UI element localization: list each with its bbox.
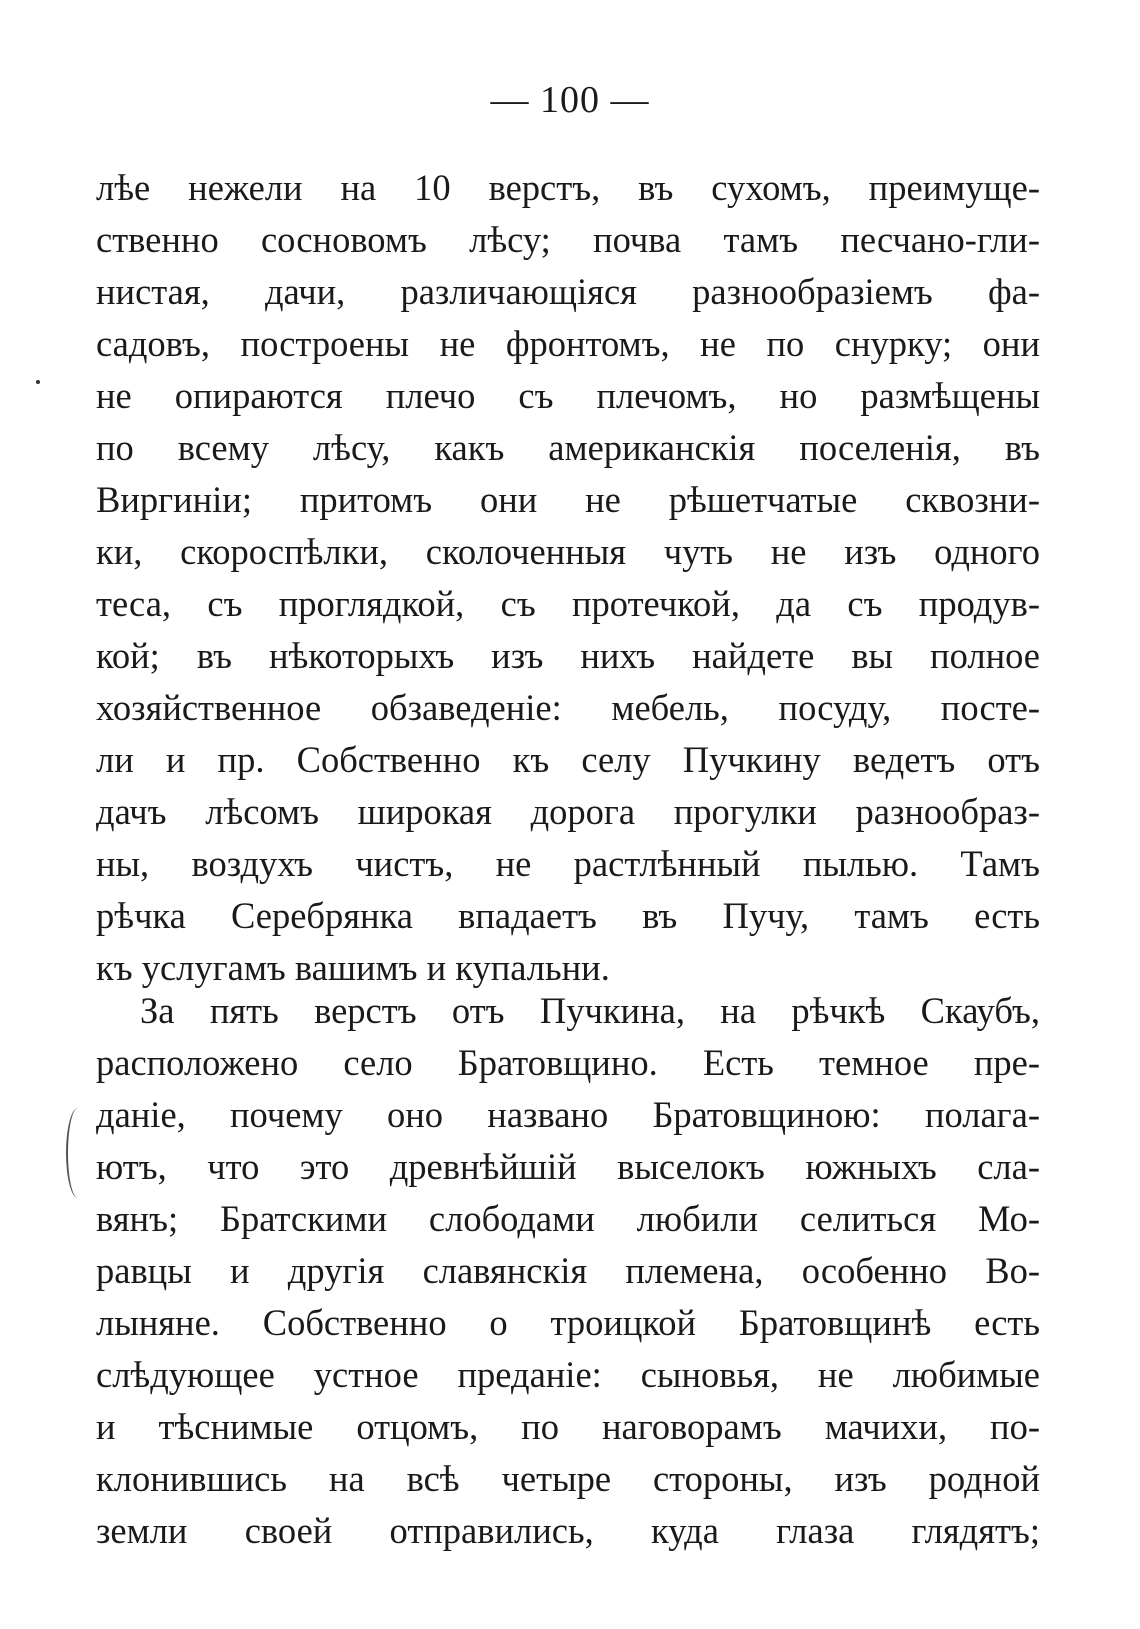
text-line: и тѣснимые отцомъ, по наговорамъ мачихи, по- [96,1406,1040,1447]
text-line: ютъ, что это древнѣйшій выселокъ южныхъ сла- [96,1146,1040,1187]
text-line: ки, скороспѣлки, сколоченныя чуть не изъ одного [96,531,1040,572]
paragraph-2 [96,985,1040,1557]
text-line: лѣе нежели на 10 верстъ, въ сухомъ, преимуще- [96,167,1040,208]
text-line: вянъ; Братскими слободами любили селиться Мо- [96,1198,1040,1239]
text-line: теса, съ проглядкой, съ протечкой, да съ продув- [96,583,1040,624]
page-number: — 100 — [490,79,650,121]
ink-speck [36,380,40,384]
text-line: къ услугамъ вашимъ и купальни. [96,947,610,988]
text-line: расположено село Братовщино. Есть темное пре- [96,1042,1040,1083]
text-line: кой; въ нѣкоторыхъ изъ нихъ найдете вы полное [96,635,1040,676]
text-line: хозяйственное обзаведеніе: мебель, посуду, посте- [96,687,1040,728]
text-line: даніе, почему оно названо Братовщиною: полага- [96,1094,1040,1135]
text-line: не опираются плечо съ плечомъ, но размѣщены [96,375,1040,416]
text-line: равцы и другія славянскія племена, особенно Во- [96,1250,1040,1291]
text-line: нистая, дачи, различающіяся разнообразіемъ фа- [96,271,1040,312]
text-line: ственно сосновомъ лѣсу; почва тамъ песчано-гли- [96,219,1040,260]
text-line: дачъ лѣсомъ широкая дорога прогулки разнообраз- [96,791,1040,832]
text-line: За пять верстъ отъ Пучкина, на рѣчкѣ Скаубъ, [140,990,1040,1031]
text-line: Виргиніи; притомъ они не рѣшетчатые сквозни- [96,479,1040,520]
text-line: рѣчка Серебрянка впадаетъ въ Пучу, тамъ есть [96,895,1040,936]
margin-pencil-bracket [66,1108,90,1198]
paragraph-1 [96,162,1040,994]
text-line: слѣдующее устное преданіе: сыновья, не любимые [96,1354,1040,1395]
text-line: садовъ, построены не фронтомъ, не по снурку; они [96,323,1040,364]
text-line: земли своей отправились, куда глаза глядятъ; [96,1510,1040,1551]
text-line: по всему лѣсу, какъ американскія поселенія, въ [96,427,1040,468]
text-line: клонившись на всѣ четыре стороны, изъ родной [96,1458,1040,1499]
text-line: ны, воздухъ чистъ, не растлѣнный пылью. Тамъ [96,843,1040,884]
text-line: ли и пр. Собственно къ селу Пучкину ведетъ отъ [96,739,1040,780]
text-line: лыняне. Собственно о троицкой Братовщинѣ есть [96,1302,1040,1343]
